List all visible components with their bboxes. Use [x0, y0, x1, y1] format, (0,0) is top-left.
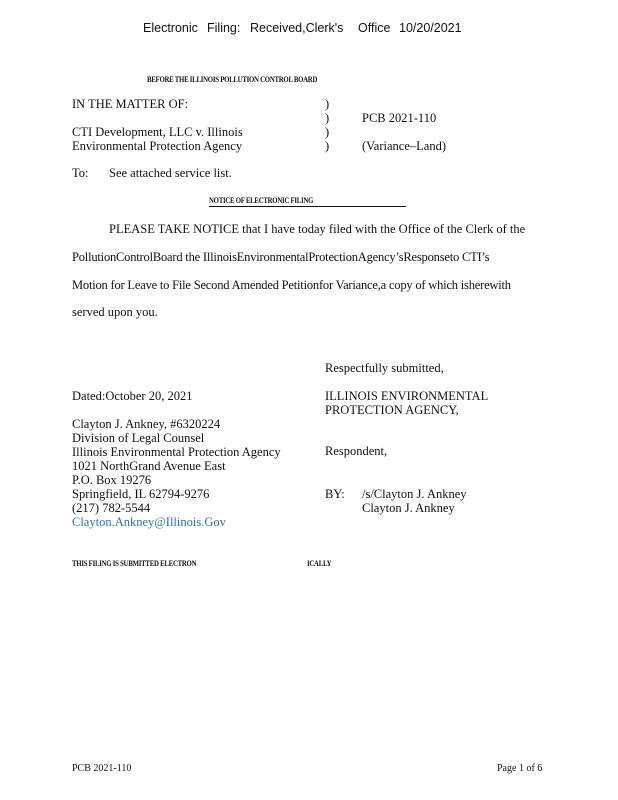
agency-line-1: ILLINOIS ENVIRONMENTAL: [325, 389, 489, 403]
notice-title: [209, 196, 394, 205]
parties-line-1: CTI Development, LLC v. Illinois: [72, 125, 243, 139]
body-line-4: served upon you.: [72, 305, 158, 319]
stamp-electronic: Electronic: [143, 21, 198, 35]
case-number: PCB 2021-110: [362, 111, 437, 125]
counsel-po-box: P.O. Box 19276: [72, 473, 152, 487]
body-line-2: PollutionControlBoard the IllinoisEnvironmentalProtectionAgency’sResponseto CTI’s: [72, 250, 490, 264]
case-type: (Variance–Land): [362, 139, 446, 153]
notice-title-text: NOTICE OF ELECTRONIC FILING: [209, 196, 314, 205]
stamp-date: 10/20/2021: [399, 21, 462, 35]
by-label: BY:: [325, 487, 345, 501]
caption-paren: ): [325, 139, 330, 153]
footer-page-number: Page 1 of 6: [497, 763, 543, 774]
counsel-phone: (217) 782-5544: [72, 501, 151, 515]
board-heading: BEFORE THE ILLINOIS POLLUTION CONTROL BOARD: [147, 75, 318, 84]
body-line-3: Motion for Leave to File Second Amended Petitionfor Variance,a copy of which isherewith: [72, 278, 511, 292]
counsel-street: 1021 NorthGrand Avenue East: [72, 459, 226, 473]
by-signature: /s/Clayton J. Ankney: [362, 487, 467, 501]
to-label: To:: [72, 166, 89, 180]
electronic-filing-notice-a: THIS FILING IS SUBMITTED ELECTRON: [72, 559, 197, 568]
footer-case-number: PCB 2021-110: [72, 763, 132, 774]
dated: Dated:October 20, 2021: [72, 389, 193, 403]
to-value: See attached service list.: [109, 166, 232, 180]
body-line-1: PLEASE TAKE NOTICE that I have today filed with the Office of the Clerk of the: [109, 222, 526, 236]
caption-paren: ): [325, 125, 330, 139]
caption-paren: ): [325, 97, 330, 111]
agency-line-2: PROTECTION AGENCY,: [325, 403, 459, 417]
counsel-division: Division of Legal Counsel: [72, 431, 205, 445]
stamp-filing: Filing:: [207, 21, 241, 35]
notice-title-underline: [209, 206, 406, 207]
respondent: Respondent,: [325, 444, 388, 458]
caption-paren: ): [325, 111, 330, 125]
counsel-name: Clayton J. Ankney, #6320224: [72, 417, 221, 431]
stamp-office: Office: [358, 21, 391, 35]
filing-stamp: [0, 21, 618, 37]
parties-line-2: Environmental Protection Agency: [72, 139, 243, 153]
electronic-filing-notice-b: ICALLY: [307, 559, 332, 568]
respectfully-submitted: Respectfully submitted,: [325, 361, 444, 375]
by-name: Clayton J. Ankney: [362, 501, 455, 515]
in-the-matter: IN THE MATTER OF:: [72, 97, 189, 111]
counsel-email-link[interactable]: Clayton.Ankney@Illinois.Gov: [72, 515, 226, 529]
stamp-received: Received,Clerk's: [250, 21, 344, 35]
counsel-city: Springfield, IL 62794-9276: [72, 487, 210, 501]
counsel-agency: Illinois Environmental Protection Agency: [72, 445, 281, 459]
